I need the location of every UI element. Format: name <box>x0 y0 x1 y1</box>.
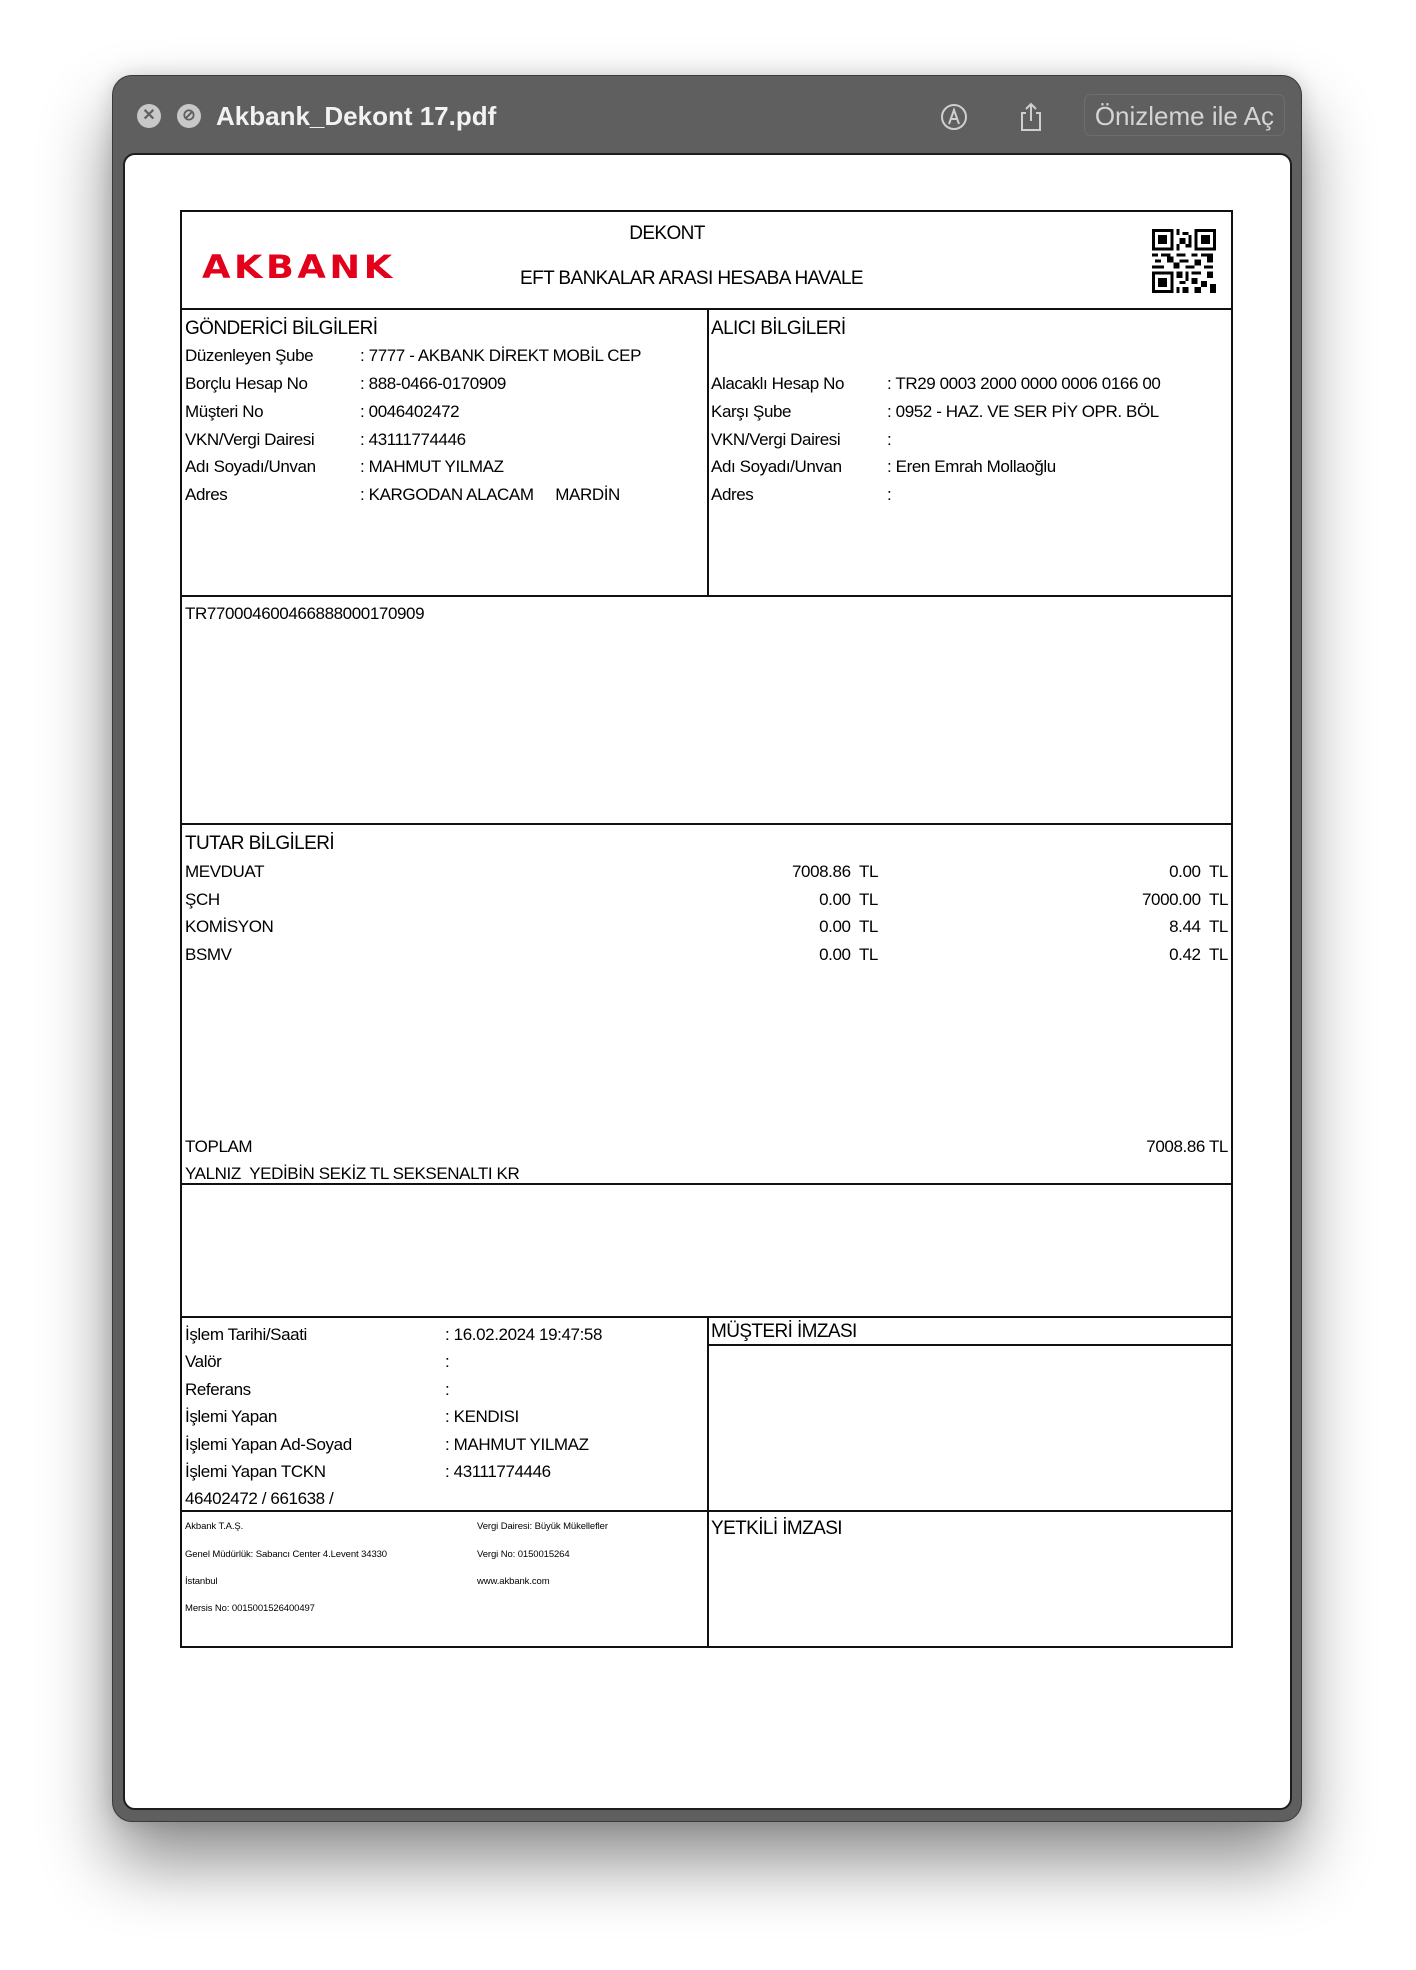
total-value: 7008.86 TL <box>1146 1137 1228 1156</box>
sender-value: : 0046402472 <box>360 402 460 421</box>
amount-label: MEVDUAT <box>185 862 265 881</box>
amount-debit: 0.00 TL <box>819 890 878 909</box>
txn-value: : KENDISI <box>445 1407 519 1426</box>
divider <box>182 595 1231 597</box>
footer-text: İstanbul <box>185 1576 218 1587</box>
sender-value: : 43111774446 <box>360 430 466 449</box>
txn-value: : MAHMUT YILMAZ <box>445 1435 589 1454</box>
sender-value: : KARGODAN ALACAM MARDİN <box>360 485 620 504</box>
close-icon[interactable]: ✕ <box>137 104 161 128</box>
doc-subtitle: EFT BANKALAR ARASI HESABA HAVALE <box>520 268 863 289</box>
footer-text: Mersis No: 0015001526400497 <box>185 1603 315 1614</box>
receiver-label: Adres <box>711 485 754 504</box>
divider <box>182 1183 1231 1185</box>
column-divider <box>707 308 709 595</box>
amount-label: KOMİSYON <box>185 917 274 936</box>
receiver-value: : 0952 - HAZ. VE SER PİY OPR. BÖL <box>887 402 1159 421</box>
sender-label: Adı Soyadı/Unvan <box>185 457 316 476</box>
receiver-label: Adı Soyadı/Unvan <box>711 457 842 476</box>
column-divider <box>707 1316 709 1648</box>
window-title: Akbank_Dekont 17.pdf <box>216 101 497 131</box>
sender-value: : 7777 - AKBANK DİREKT MOBİL CEP <box>360 346 642 365</box>
sender-value: : 888-0466-0170909 <box>360 374 506 393</box>
amount-label: BSMV <box>185 945 232 964</box>
txn-label: İşlemi Yapan Ad-Soyad <box>185 1435 352 1454</box>
txn-label: Valör <box>185 1352 222 1371</box>
share-icon[interactable] <box>1014 100 1048 134</box>
amount-in-words: YALNIZ YEDİBİN SEKİZ TL SEKSENALTI KR <box>185 1164 520 1183</box>
sender-label: Borçlu Hesap No <box>185 374 308 393</box>
txn-label: İşlemi Yapan TCKN <box>185 1462 326 1481</box>
authorized-signature-heading: YETKİLİ İMZASI <box>711 1518 842 1539</box>
receiver-value: : TR29 0003 2000 0000 0006 0166 00 <box>887 374 1161 393</box>
txn-label: İşlem Tarihi/Saati <box>185 1325 307 1344</box>
txn-label: İşlemi Yapan <box>185 1407 277 1426</box>
amount-credit: 7000.00 TL <box>1141 890 1228 909</box>
sender-value: : MAHMUT YILMAZ <box>360 457 504 476</box>
sender-label: Düzenleyen Şube <box>185 346 314 365</box>
customer-signature-heading: MÜŞTERİ İMZASI <box>711 1321 857 1342</box>
sender-label: Müşteri No <box>185 402 264 421</box>
open-with-preview-button[interactable]: Önizleme ile Aç <box>1084 94 1285 136</box>
txn-value: : <box>445 1352 450 1371</box>
footer-text: Genel Müdürlük: Sabancı Center 4.Levent 34330 <box>185 1549 387 1560</box>
txn-value: : 43111774446 <box>445 1462 551 1481</box>
receiver-label: Karşı Şube <box>711 402 792 421</box>
amount-debit: 0.00 TL <box>819 945 878 964</box>
divider <box>182 1510 1231 1512</box>
amount-label: ŞCH <box>185 890 220 909</box>
amount-credit: 8.44 TL <box>1169 917 1228 936</box>
amount-debit: 0.00 TL <box>819 917 878 936</box>
sender-heading: GÖNDERİCİ BİLGİLERİ <box>185 318 378 339</box>
minimize-disabled-icon[interactable]: ⊘ <box>177 104 201 128</box>
divider <box>707 1344 1231 1346</box>
receiver-heading: ALICI BİLGİLERİ <box>711 318 846 339</box>
markup-icon[interactable] <box>937 100 971 134</box>
receiver-label: VKN/Vergi Dairesi <box>711 430 841 449</box>
sender-label: Adres <box>185 485 228 504</box>
footer-text: Vergi Dairesi: Büyük Mükellefler <box>477 1521 608 1532</box>
toolbar <box>113 76 1301 152</box>
total-label: TOPLAM <box>185 1137 253 1156</box>
sender-label: VKN/Vergi Dairesi <box>185 430 315 449</box>
receipt-document <box>180 210 1233 1648</box>
amount-credit: 0.42 TL <box>1169 945 1228 964</box>
txn-label: Referans <box>185 1380 251 1399</box>
footer-text: www.akbank.com <box>477 1576 550 1587</box>
footer-text: Vergi No: 0150015264 <box>477 1549 570 1560</box>
akbank-logo: AKBANK <box>202 248 396 286</box>
amounts-heading: TUTAR BİLGİLERİ <box>185 833 335 854</box>
doc-title: DEKONT <box>629 223 705 244</box>
amount-credit: 0.00 TL <box>1169 862 1228 881</box>
reference-line: 46402472 / 661638 / <box>185 1489 334 1508</box>
receiver-label: Alacaklı Hesap No <box>711 374 845 393</box>
qr-code-icon <box>1152 229 1216 293</box>
receiver-value: : <box>887 430 892 449</box>
amount-debit: 7008.86 TL <box>791 862 878 881</box>
divider <box>182 823 1231 825</box>
txn-value: : 16.02.2024 19:47:58 <box>445 1325 603 1344</box>
receiver-value: : <box>887 485 892 504</box>
iban-note: TR770004600466888000170909 <box>185 604 425 623</box>
txn-value: : <box>445 1380 450 1399</box>
footer-text: Akbank T.A.Ş. <box>185 1521 244 1532</box>
receiver-value: : Eren Emrah Mollaoğlu <box>887 457 1056 476</box>
